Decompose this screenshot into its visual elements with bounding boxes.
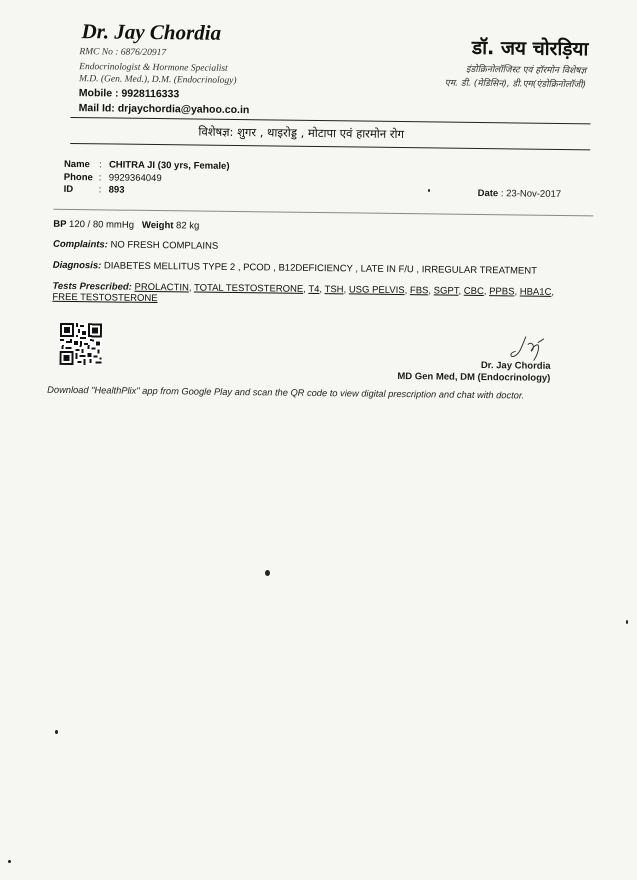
healthplix-note: Download "HealthPlix" app from Google Play and scan the QR code to view digital prescription and chat with doctor. xyxy=(47,384,525,401)
vitals-row xyxy=(53,219,199,232)
weight-label: Weight xyxy=(141,219,174,232)
degree-hindi: एम. डी. (मेडिसिन), डी.एम(एंडोक्रिनोलॉजी) xyxy=(444,78,587,91)
patient-phone-row: Phone : 9929364049 xyxy=(63,171,162,185)
patient-id-row: ID : 893 xyxy=(63,183,125,196)
complaints-value: NO FRESH COMPLAINS xyxy=(110,239,219,252)
test-usg-pelvis[interactable]: USG PELVIS xyxy=(348,284,405,297)
diagnosis-label: Diagnosis: xyxy=(52,259,102,272)
tests-prescribed: Tests Prescribed: PROLACTIN, TOTAL TESTOSTERONE, T4, TSH, USG PELVIS, FBS, SGPT, CBC, PPBS, HBA1C, FREE TESTOSTERONE xyxy=(52,280,555,305)
test-free-testosterone[interactable]: FREE TESTOSTERONE xyxy=(52,291,158,305)
scan-speck xyxy=(428,189,430,192)
date-value: 23-Nov-2017 xyxy=(506,188,562,200)
signature-scribble xyxy=(508,332,548,362)
specialty: Endocrinologist & Hormone Specialist xyxy=(79,62,228,74)
test-ppbs[interactable]: PPBS xyxy=(489,286,515,298)
header-rule-bottom xyxy=(70,143,590,150)
scan-speck xyxy=(55,730,58,734)
test-t4[interactable]: T4 xyxy=(308,283,320,296)
scan-speck xyxy=(265,570,270,576)
doctor-name: Dr. Jay Chordia xyxy=(81,19,222,45)
date-row: Date : 23-Nov-2017 xyxy=(477,187,562,200)
mail-id: Mail Id: drjaychordia@yahoo.co.in xyxy=(78,102,250,117)
signature-degree: MD Gen Med, DM (Endocrinology) xyxy=(397,370,551,384)
patient-id: 893 xyxy=(108,184,125,196)
patient-separator xyxy=(53,209,593,217)
signature-block xyxy=(397,359,550,385)
test-prolactin[interactable]: PROLACTIN xyxy=(134,281,189,294)
diagnosis-row xyxy=(53,260,537,277)
test-tsh[interactable]: TSH xyxy=(324,284,344,296)
bp-value: 120 / 80 mmHg xyxy=(69,218,135,231)
test-fbs[interactable]: FBS xyxy=(409,285,429,297)
scan-speck xyxy=(8,860,11,863)
bp-label: BP xyxy=(53,218,67,230)
header-rule-top xyxy=(71,117,591,124)
patient-name: CHITRA JI (30 yrs, Female) xyxy=(108,159,230,172)
patient-name-row: Name : CHITRA JI (30 yrs, Female) xyxy=(63,158,230,172)
test-cbc[interactable]: CBC xyxy=(463,285,484,298)
test-total-testosterone[interactable]: TOTAL TESTOSTERONE xyxy=(193,282,304,295)
specialty-banner: विशेषज्ञ: शुगर , थाइरोड्ड , मोटापा एवं हारमोन रोग xyxy=(198,124,405,142)
degree: M.D. (Gen. Med.), D.M. (Endocrinology) xyxy=(78,74,237,87)
date-label: Date xyxy=(477,187,499,200)
weight-value: 82 kg xyxy=(176,220,200,232)
id-label: ID xyxy=(63,183,74,196)
signature-doctor-name: Dr. Jay Chordia xyxy=(480,360,551,372)
scan-speck xyxy=(626,620,628,624)
tests-label: Tests Prescribed: xyxy=(52,280,132,293)
name-label: Name xyxy=(63,158,90,171)
patient-phone: 9929364049 xyxy=(108,172,162,185)
diagnosis-value: DIABETES MELLITUS TYPE 2 , PCOD , B12DEFICIENCY , LATE IN F/U , IRREGULAR TREATMENT xyxy=(103,260,538,277)
rmc-number: RMC No : 6876/20917 xyxy=(79,47,167,59)
complaints-row xyxy=(53,239,218,252)
qr-code[interactable] xyxy=(60,323,103,366)
mobile-number: Mobile : 9928116333 xyxy=(78,87,180,101)
complaints-label: Complaints: xyxy=(52,238,108,251)
phone-label: Phone xyxy=(63,171,93,184)
doctor-name-hindi: डॉ. जय चोरड़िया xyxy=(471,36,589,61)
test-sgpt[interactable]: SGPT xyxy=(433,285,459,297)
specialty-hindi: इंडोक्रिनोलॉजिस्ट एवं हॉरमोन विशेषज्ञ xyxy=(465,64,587,77)
test-hba1c[interactable]: HBA1C xyxy=(519,286,552,298)
